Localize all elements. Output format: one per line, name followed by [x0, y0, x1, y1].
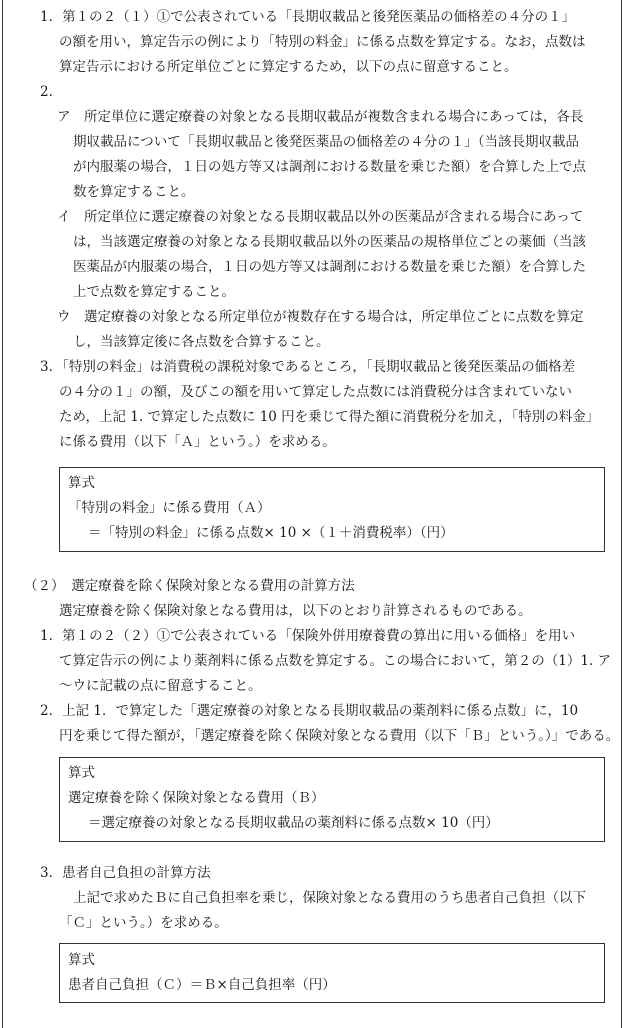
- section2-item1-line-2: て算定告示の例により薬剤料に係る点数を算定する。この場合において，第２の（1）1. ア: [59, 653, 611, 669]
- item3-line-4: に係る費用（以下「Ａ」という。）を求める。: [59, 434, 336, 450]
- sub-a-line-1: ア 所定単位に選定療養の対象となる長期収載品が複数含まれる場合にあっては，各長: [57, 109, 584, 125]
- section2-item2-line-1: 2．上記 1．で算定した「選定療養の対象となる長期収載品の薬剤料に係る点数」に，10: [40, 703, 579, 719]
- section2-item1-line-3: ～ウに記載の点に留意すること。: [59, 678, 262, 694]
- formula-c-line-1: 患者自己負担（Ｃ）＝Ｂ×自己負担率（円）: [68, 977, 336, 993]
- sub-a-line-3: が内服薬の場合，１日の処方等又は調剤における数量を乗じた額）を合算した上で点: [73, 159, 586, 175]
- sub-a-line-4: 数を算定すること。: [73, 184, 195, 200]
- formula-a-line-1: 「特別の料金」に係る費用（Ａ）: [68, 500, 271, 516]
- sub-a-line-2: 期収載品について「長期収載品と後発医薬品の価格差の４分の１」（当該長期収載品: [73, 134, 579, 150]
- section2-heading: （２） 選定療養を除く保険対象となる費用の計算方法: [24, 578, 355, 594]
- sub-u-line-2: し，当該算定後に各点数を合算すること。: [73, 334, 330, 350]
- section3-line-1: 上記で求めたＢに自己負担率を乗じ，保険対象となる費用のうち患者自己負担（以下: [73, 890, 586, 906]
- item2-label: 2．: [40, 84, 63, 100]
- section2-intro: 選定療養を除く保険対象となる費用は，以下のとおり計算されるものである。: [59, 603, 532, 619]
- formula-c-label: 算式: [68, 952, 95, 968]
- sub-i-line-4: 上で点数を算定すること。: [73, 284, 235, 300]
- section2-item2-line-2: 円を乗じて得た額が，「選定療養を除く保険対象となる費用（以下「Ｂ」という。）」である。: [59, 728, 620, 744]
- formula-a-line-2: ＝「特別の料金」に係る点数× 10 ×（１＋消費税率）（円）: [88, 525, 454, 541]
- sub-u-line-1: ウ 選定療養の対象となる所定単位が複数存在する場合は，所定単位ごとに点数を算定: [57, 309, 584, 325]
- item3-line-2: の４分の１」の額，及びこの額を用いて算定した点数には消費税分は含まれていない: [59, 384, 572, 400]
- formula-b-line-2: ＝選定療養の対象となる長期収載品の薬剤料に係る点数× 10（円）: [88, 815, 499, 831]
- item3-line-1: 3．「特別の料金」は消費税の課税対象であるところ，「長期収載品と後発医薬品の価格差: [40, 359, 576, 375]
- formula-b-label: 算式: [68, 765, 95, 781]
- item1-line-3: 算定告示における所定単位ごとに算定するため，以下の点に留意すること。: [59, 59, 518, 75]
- item1-line-1: 1．第１の２（１）①で公表されている「長期収載品と後発医薬品の価格差の４分の１」: [40, 9, 576, 25]
- formula-c-box: [59, 943, 605, 1003]
- item3-line-3: ため，上記 1. で算定した点数に 10 円を乗じて得た額に消費税分を加え，「特別の料金」: [59, 409, 600, 425]
- sub-i-line-3: 医薬品が内服薬の場合，１日の処方等又は調剤における数量を乗じた額）を合算した: [73, 259, 586, 275]
- formula-b-line-1: 選定療養を除く保険対象となる費用（Ｂ）: [68, 790, 325, 806]
- sub-i-line-1: イ 所定単位に選定療養の対象となる長期収載品以外の医薬品が含まれる場合にあって: [57, 209, 584, 225]
- section3-heading: 3．患者自己負担の計算方法: [40, 865, 211, 881]
- item1-line-2: の額を用い，算定告示の例により「特別の料金」に係る点数を算定する。なお，点数は: [59, 34, 586, 50]
- formula-a-label: 算式: [68, 475, 95, 491]
- sub-i-line-2: は，当該選定療養の対象となる長期収載品以外の医薬品の規格単位ごとの薬価（当該: [73, 234, 586, 250]
- section3-line-2: 「Ｃ」という。）を求める。: [59, 915, 228, 931]
- section2-item1-line-1: 1．第１の２（２）①で公表されている「保険外併用療養費の算出に用いる価格」を用い: [40, 628, 576, 644]
